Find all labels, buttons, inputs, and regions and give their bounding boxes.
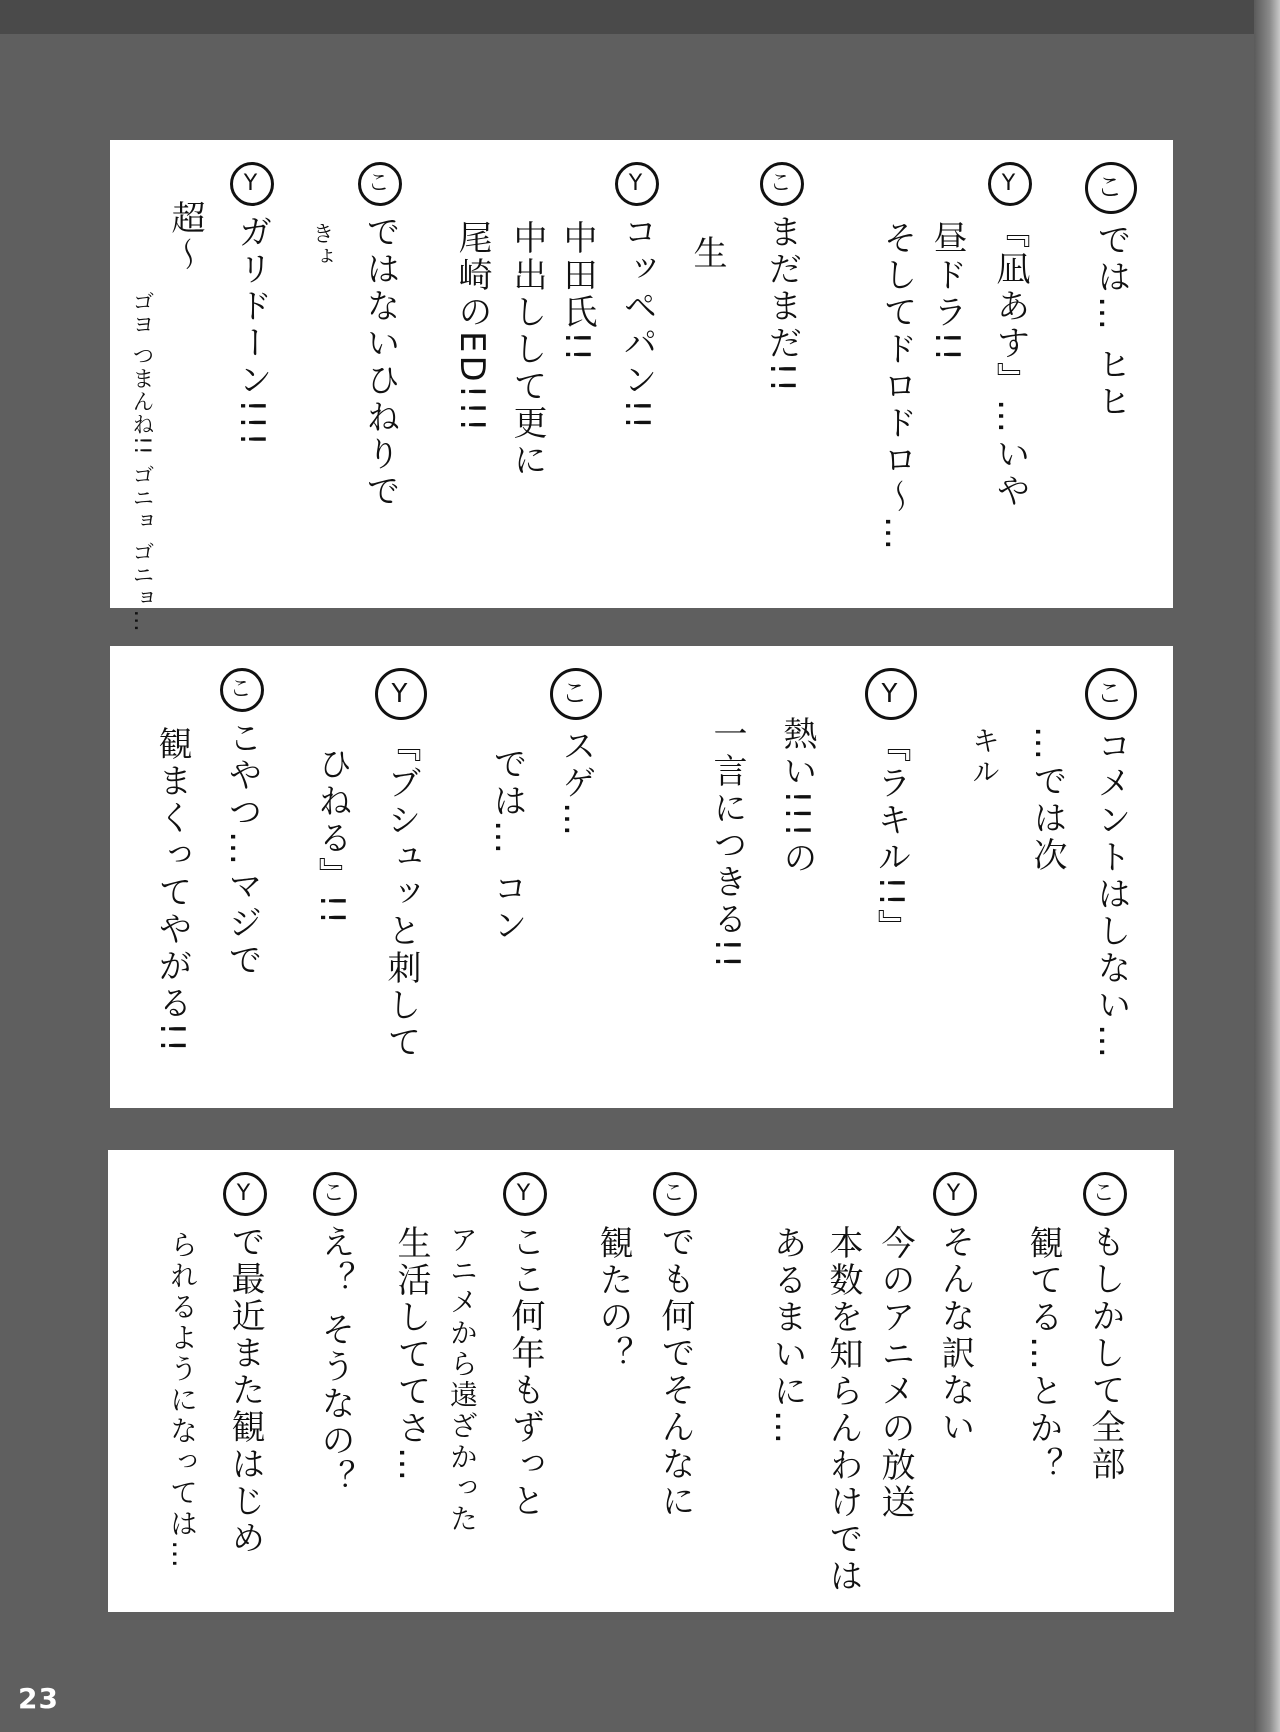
line-text: ひねる』!! (312, 746, 352, 928)
dialogue-line (777, 716, 817, 877)
line-text: あるまいに… (767, 1225, 807, 1447)
dialogue-line (1083, 1172, 1127, 1483)
dialogue-line (1085, 162, 1137, 421)
line-text: 生 (687, 235, 727, 272)
dialogue-line (557, 220, 597, 365)
line-text: スゲ… (556, 728, 596, 839)
speaker-y-mark: Y (230, 162, 274, 206)
dialogue-line (165, 200, 205, 274)
line-text: ガリドーン!!! (232, 214, 272, 449)
line-text: で最近また観はじめ (225, 1224, 265, 1557)
line-text: 生活しててさ… (391, 1225, 431, 1484)
dialogue-line (312, 746, 352, 928)
dialogue-panel-3 (108, 1150, 1174, 1612)
dialogue-line (223, 1172, 267, 1557)
speaker-ko-mark: こ (550, 668, 602, 720)
line-text: 昼ドラ!! (927, 220, 967, 365)
speaker-ko-mark: こ (653, 1172, 697, 1216)
line-text: ゴヨ つまんね!! ゴニョ ゴニョ… (129, 290, 154, 633)
line-text: 観まくってやがる!! (152, 726, 192, 1056)
speaker-y-mark: Y (615, 162, 659, 206)
line-text: ここ何年もずっと (505, 1224, 545, 1520)
dialogue-line (446, 1225, 479, 1535)
dialogue-line (653, 1172, 697, 1520)
dialogue-line (375, 668, 427, 1061)
dialogue-line (391, 1225, 431, 1484)
dialogue-line (130, 290, 152, 633)
dialogue-line (877, 220, 917, 553)
speaker-y-mark: Y (223, 1172, 267, 1216)
page-number: 23 (18, 1682, 59, 1715)
scan-edge-right (1254, 0, 1280, 1732)
speaker-y-mark: Y (988, 162, 1032, 206)
line-text: 中出しして更に (507, 220, 547, 479)
line-text: では… ヒヒ (1091, 222, 1131, 421)
dialogue-line (875, 1225, 915, 1521)
speaker-ko-mark: こ (220, 668, 264, 712)
line-text: 観てる…とか？ (1023, 1225, 1063, 1484)
line-text: 観たの？ (593, 1225, 633, 1373)
line-text: コッペパン!! (617, 214, 657, 433)
dialogue-line (166, 1230, 199, 1571)
line-text: そしてドロドロ～… (877, 220, 917, 553)
speaker-ko-mark: こ (760, 162, 804, 206)
dialogue-line (1085, 668, 1137, 1061)
line-text: 超～ (165, 200, 205, 274)
line-text: 『凪あす』…いや (990, 214, 1030, 510)
dialogue-line (230, 162, 274, 449)
speaker-y-mark: Y (375, 668, 427, 720)
scan-edge-top (0, 0, 1280, 34)
line-text: キル (968, 726, 1001, 788)
speaker-ko-mark: こ (1085, 668, 1137, 720)
dialogue-line (767, 1225, 807, 1447)
speaker-y-mark: Y (865, 668, 917, 720)
line-text: 中田氏!! (557, 220, 597, 365)
dialogue-line (968, 726, 1001, 788)
speaker-y-mark: Y (503, 1172, 547, 1216)
dialogue-line (550, 668, 602, 839)
line-text: 熱い!!!の (777, 716, 817, 877)
line-text: こやつ…マジで (222, 720, 262, 979)
speaker-y-mark: Y (933, 1172, 977, 1216)
line-text: アニメから遠ざかった (446, 1225, 479, 1535)
line-text: …では次 (1027, 726, 1067, 874)
dialogue-line (707, 716, 747, 972)
dialogue-line (933, 1172, 977, 1446)
line-text: でも何でそんなに (655, 1224, 695, 1520)
dialogue-line (487, 746, 527, 945)
dialogue-line (220, 668, 264, 979)
dialogue-line (823, 1225, 863, 1595)
line-text: では… コン (487, 746, 527, 945)
speaker-ko-mark: こ (1085, 162, 1137, 214)
speaker-ko-mark: こ (1083, 1172, 1127, 1216)
dialogue-line (865, 668, 917, 946)
dialogue-panel-1 (110, 140, 1173, 633)
line-text: もしかして全部 (1085, 1224, 1125, 1483)
line-text: え？ そうなの？ (315, 1224, 355, 1497)
line-text: 今のアニメの放送 (875, 1225, 915, 1521)
dialogue-line (593, 1225, 633, 1373)
dialogue-line (313, 1172, 357, 1497)
line-text: 『ラキル!!』 (871, 728, 911, 947)
dialogue-line (1023, 1225, 1063, 1484)
dialogue-line (507, 220, 547, 479)
dialogue-line (452, 220, 492, 435)
dialogue-line (310, 222, 332, 268)
line-text: ではないひねりで (360, 214, 400, 510)
dialogue-line (152, 726, 192, 1056)
dialogue-line (358, 162, 402, 510)
dialogue-line (687, 235, 727, 272)
dialogue-line (760, 162, 804, 395)
dialogue-panel-2 (110, 646, 1173, 1108)
speaker-ko-mark: こ (313, 1172, 357, 1216)
line-text: コメントはしない… (1091, 728, 1131, 1061)
line-text: 一言につきる!! (707, 716, 747, 972)
dialogue-line (615, 162, 659, 432)
dialogue-line (1027, 726, 1067, 874)
speaker-ko-mark: こ (358, 162, 402, 206)
line-text: きょ (309, 222, 334, 268)
line-text: られるようになっては… (166, 1230, 199, 1571)
dialogue-line (988, 162, 1032, 510)
dialogue-line (927, 220, 967, 365)
line-text: 本数を知らんわけでは (823, 1225, 863, 1595)
line-text: そんな訳ない (935, 1224, 975, 1446)
line-text: まだまだ!! (762, 214, 802, 396)
line-text: 尾崎のED!!! (452, 220, 492, 435)
dialogue-line (503, 1172, 547, 1520)
line-text: 『ブシュッと刺して (381, 728, 421, 1061)
